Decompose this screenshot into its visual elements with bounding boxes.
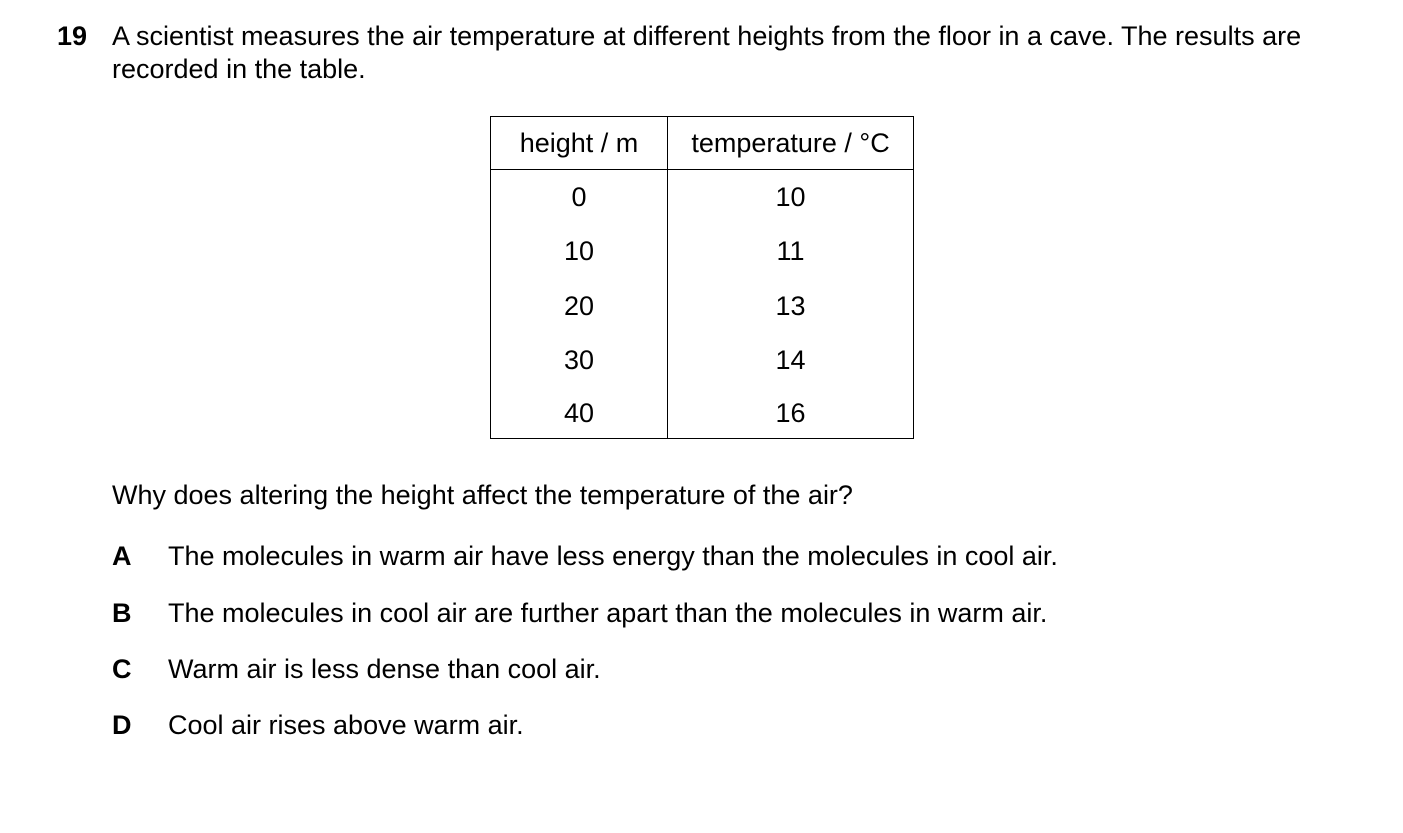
table-cell-temperature: 14	[668, 334, 914, 389]
option-text: Cool air rises above warm air.	[168, 710, 524, 740]
table-cell-temperature: 16	[668, 388, 914, 439]
table-cell-height: 10	[491, 225, 668, 280]
question-number: 19	[57, 21, 88, 51]
table-cell-height: 40	[491, 388, 668, 439]
table-row	[491, 388, 914, 439]
table-cell-height: 30	[491, 334, 668, 389]
option-text: The molecules in warm air have less energy than the molecules in cool air.	[168, 541, 1058, 571]
table-cell-temperature: 13	[668, 279, 914, 334]
option-letter: C	[112, 654, 132, 684]
table-row	[491, 225, 914, 280]
table-header-row	[491, 117, 914, 170]
results-table	[490, 116, 914, 439]
table-row	[491, 279, 914, 334]
option-letter: B	[112, 598, 132, 628]
option-text: Warm air is less dense than cool air.	[168, 654, 601, 684]
table-header-height: height / m	[491, 117, 668, 170]
table-cell-height: 20	[491, 279, 668, 334]
table-header-temperature: temperature / °C	[668, 117, 914, 170]
table-cell-height: 0	[491, 170, 668, 225]
table-cell-temperature: 10	[668, 170, 914, 225]
table-row	[491, 170, 914, 225]
option-letter: A	[112, 541, 132, 571]
table-cell-temperature: 11	[668, 225, 914, 280]
question-prompt: Why does altering the height affect the temperature of the air?	[112, 480, 853, 510]
option-letter: D	[112, 710, 132, 740]
question-stem: A scientist measures the air temperature at different heights from the floor in a cave. The results are recorded in the table.	[112, 21, 1302, 84]
table-row	[491, 334, 914, 389]
option-text: The molecules in cool air are further apart than the molecules in warm air.	[168, 598, 1048, 628]
